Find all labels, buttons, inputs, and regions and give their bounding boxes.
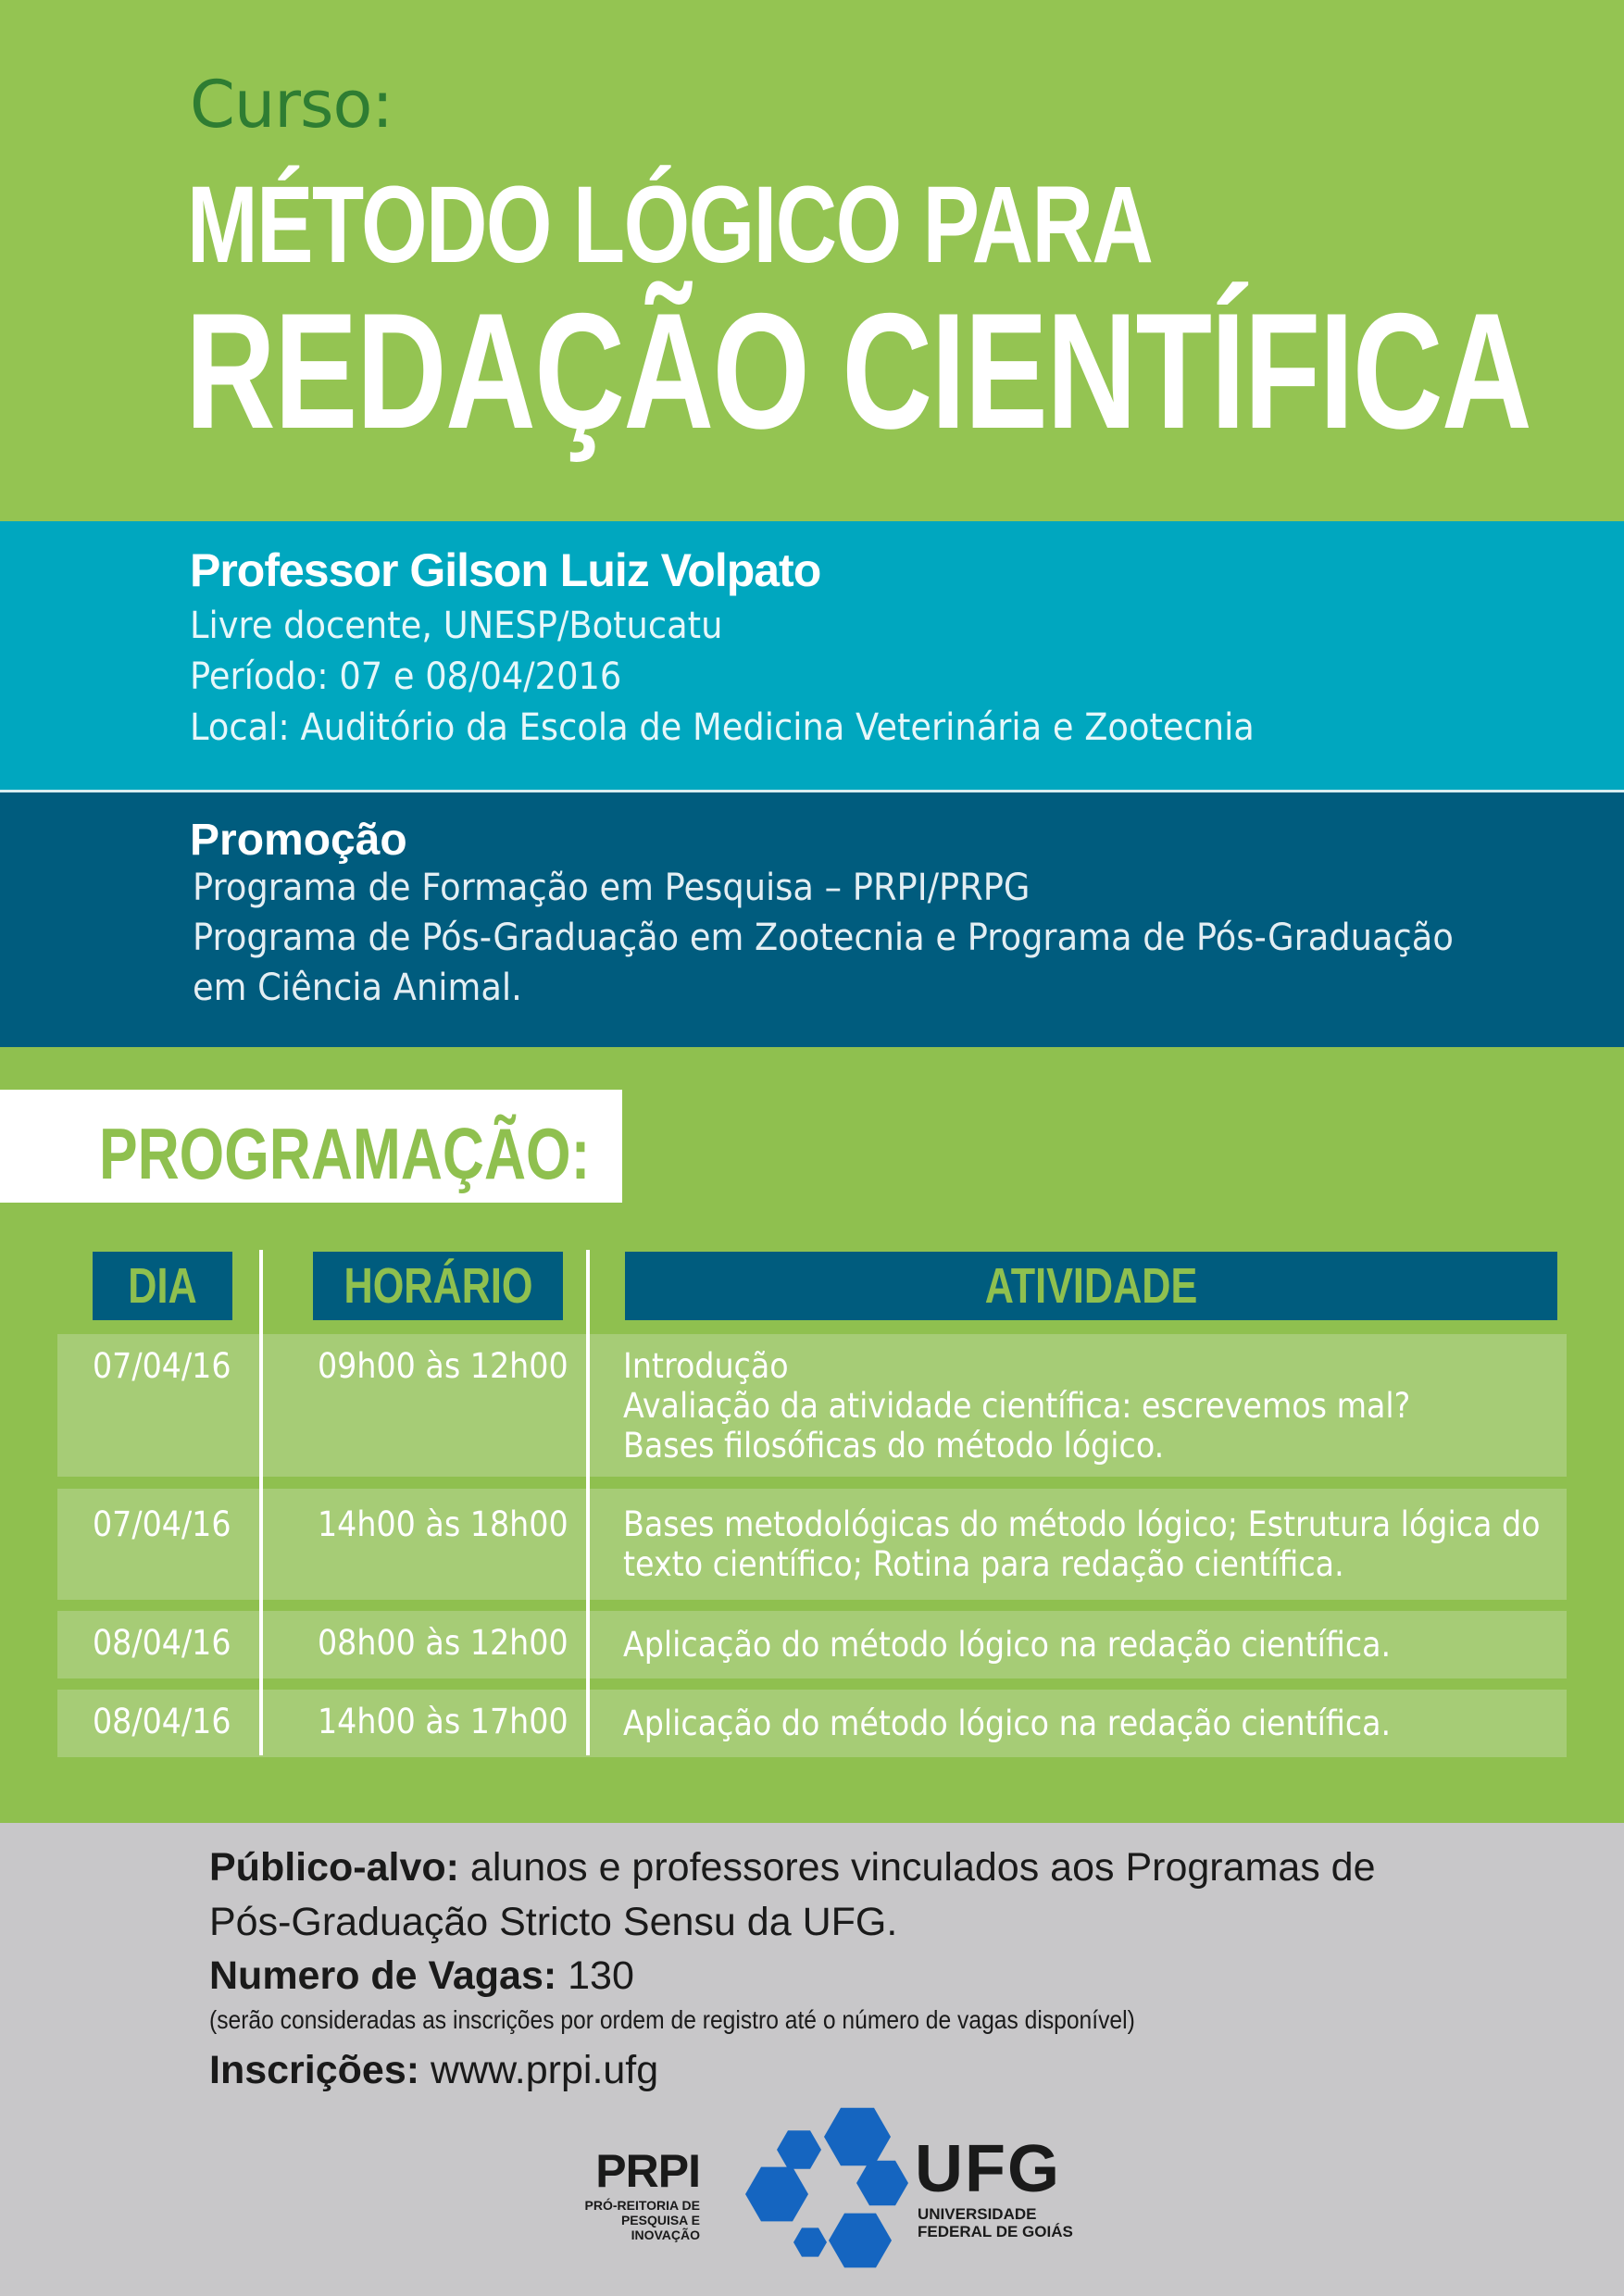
professor-section	[0, 521, 1624, 790]
row-dia: 08/04/16	[93, 1702, 231, 1741]
column-divider	[259, 1250, 263, 1755]
ufg-hexagon-icon	[743, 2102, 910, 2277]
row-atividade: Aplicação do método lógico na redação científica.	[623, 1625, 1392, 1665]
vacancies-note: (serão consideradas as inscrições por ordem de registro até o número de vagas disponível)	[209, 2005, 1135, 2034]
ufg-logo-subtitle: UNIVERSIDADE FEDERAL DE GOIÁS	[918, 2205, 1073, 2240]
hexagon-shape	[856, 2161, 908, 2205]
hexagon-shape	[793, 2227, 827, 2256]
promotion-line: Programa de Pós-Graduação em Zootecnia e Programa de Pós-Graduação	[193, 917, 1454, 959]
column-header-dia: DIA	[93, 1252, 232, 1320]
course-period: Período: 07 e 08/04/2016	[190, 655, 622, 698]
row-dia: 08/04/16	[93, 1623, 231, 1663]
course-title-line1: MÉTODO LÓGICO PARA	[187, 164, 1153, 286]
hexagon-shape	[745, 2167, 808, 2222]
professor-name: Professor Gilson Luiz Volpato	[190, 544, 821, 596]
course-location: Local: Auditório da Escola de Medicina Veterinária e Zootecnia	[190, 706, 1255, 749]
row-atividade: Bases filosóficas do método lógico.	[623, 1426, 1165, 1466]
registration: Inscrições: www.prpi.ufg	[209, 2048, 659, 2092]
course-label: Curso:	[190, 67, 393, 143]
promotion-line: em Ciência Animal.	[193, 967, 522, 1009]
professor-role: Livre docente, UNESP/Botucatu	[190, 605, 723, 647]
row-atividade: texto científico; Rotina para redação científica.	[623, 1544, 1344, 1584]
hexagon-shape	[829, 2214, 892, 2268]
column-header-atividade: ATIVIDADE	[625, 1252, 1557, 1320]
course-title-line2: REDAÇÃO CIENTÍFICA	[185, 279, 1531, 463]
promotion-section	[0, 790, 1624, 1047]
column-divider	[586, 1250, 590, 1755]
row-atividade: Avaliação da atividade científica: escrevemos mal?	[623, 1386, 1411, 1426]
row-dia: 07/04/16	[93, 1346, 231, 1386]
target-audience-cont: Pós-Graduação Stricto Sensu da UFG.	[209, 1900, 898, 1944]
schedule-section	[0, 1047, 1624, 1823]
row-atividade: Bases metodológicas do método lógico; Estrutura lógica do	[623, 1504, 1541, 1544]
row-horario: 14h00 às 17h00	[318, 1702, 568, 1741]
target-audience: Público-alvo: alunos e professores vinculados aos Programas de	[209, 1845, 1376, 1890]
hexagon-shape	[777, 2130, 821, 2169]
registration-link[interactable]: www.prpi.ufg	[419, 2048, 659, 2092]
promotion-title: Promoção	[190, 816, 407, 865]
row-horario: 08h00 às 12h00	[318, 1623, 568, 1663]
row-atividade: Introdução	[623, 1346, 789, 1386]
ufg-logo-text: UFG	[915, 2132, 1061, 2206]
schedule-title-tab	[0, 1090, 622, 1203]
row-dia: 07/04/16	[93, 1504, 231, 1544]
prpi-logo: PRPI PRÓ-REITORIA DE PESQUISA E INOVAÇÃO	[584, 2145, 700, 2242]
row-horario: 14h00 às 18h00	[318, 1504, 568, 1544]
row-atividade: Aplicação do método lógico na redação científica.	[623, 1703, 1392, 1743]
row-horario: 09h00 às 12h00	[318, 1346, 568, 1386]
column-header-horario: HORÁRIO	[313, 1252, 563, 1320]
vacancies: Numero de Vagas: 130	[209, 1953, 634, 1998]
hexagon-shape	[824, 2108, 891, 2165]
header-banner	[0, 0, 1624, 521]
schedule-title: PROGRAMAÇÃO:	[99, 1113, 591, 1194]
promotion-line: Programa de Formação em Pesquisa – PRPI/PRPG	[193, 867, 1031, 909]
